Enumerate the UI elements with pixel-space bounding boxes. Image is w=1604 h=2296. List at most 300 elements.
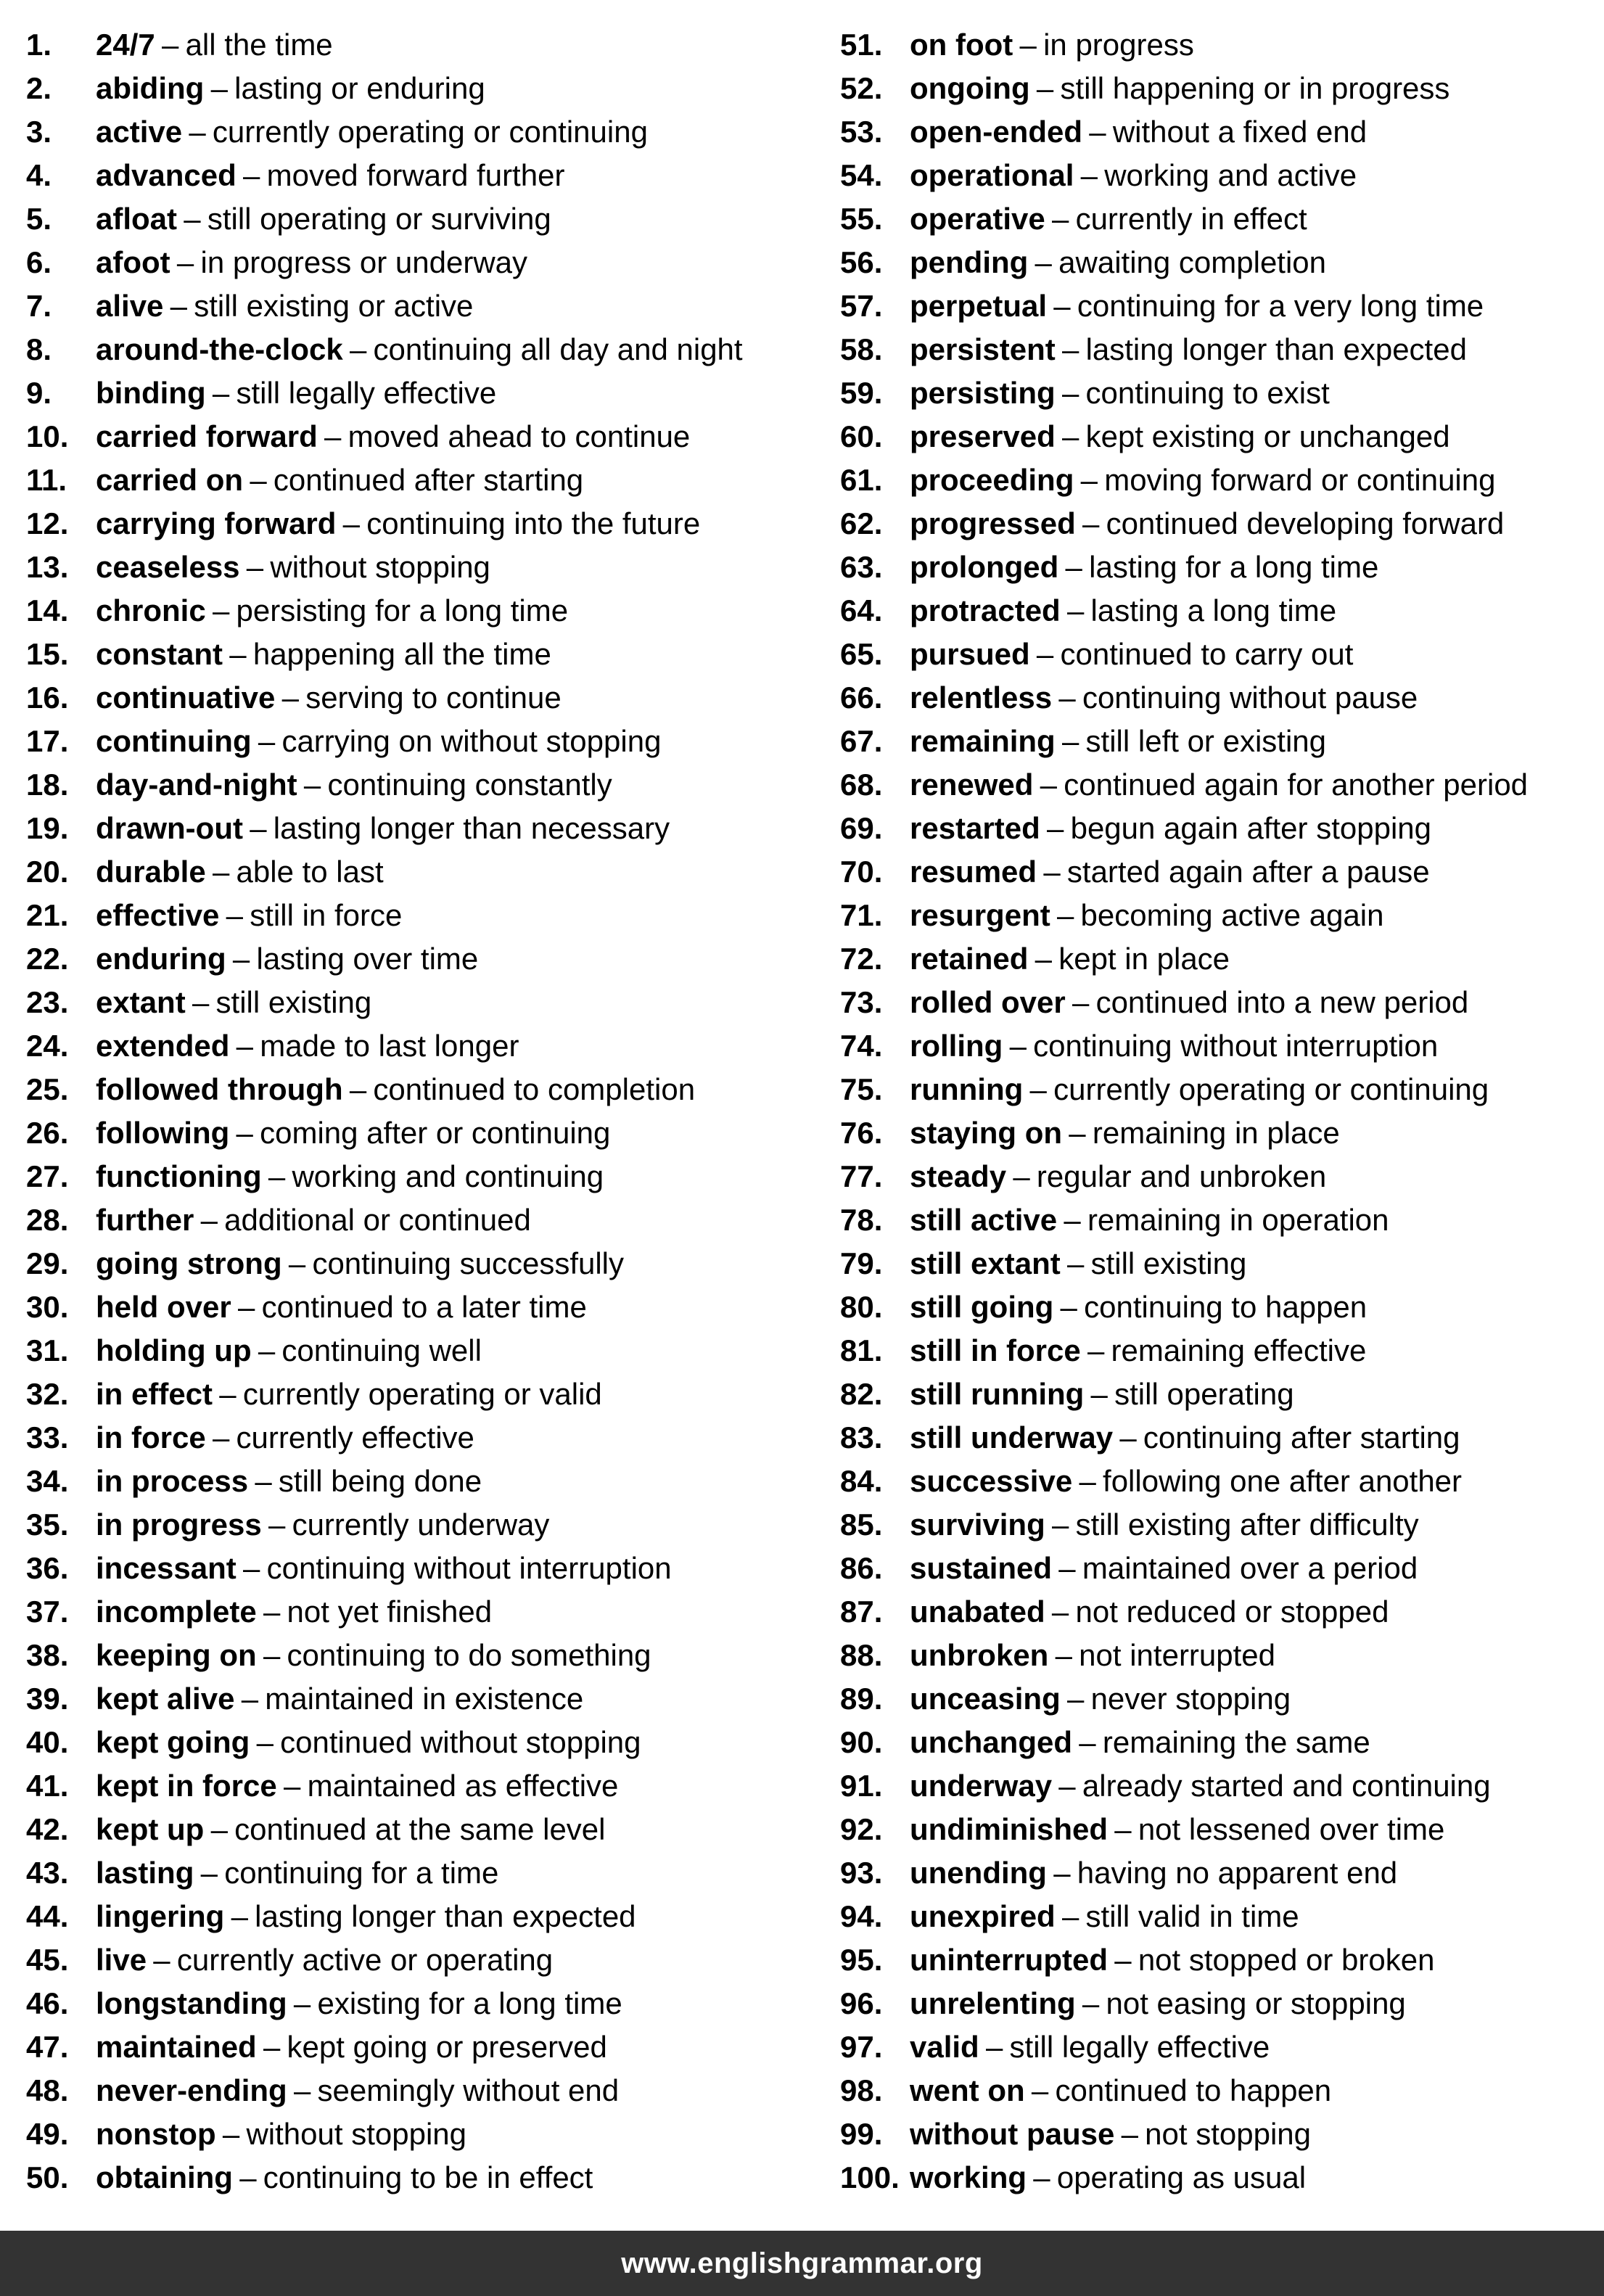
- item-word: still going: [910, 1290, 1054, 1324]
- item-number: 87.: [840, 1595, 883, 1629]
- item-word: around-the-clock: [96, 332, 343, 366]
- item-word: perpetual: [910, 289, 1048, 323]
- item-text: [96, 1329, 482, 1373]
- dash-separator: –: [263, 1638, 281, 1672]
- item-text: [96, 894, 402, 937]
- item-number: 36.: [26, 1551, 69, 1585]
- item-text: [96, 1242, 624, 1285]
- list-item: [26, 197, 824, 241]
- item-number: 94.: [840, 1899, 883, 1933]
- item-word: maintained: [96, 2030, 257, 2064]
- item-word: lingering: [96, 1899, 225, 1933]
- item-definition: still operating: [1114, 1377, 1294, 1411]
- item-number: 55.: [840, 202, 883, 236]
- list-item: [840, 1329, 1602, 1373]
- item-number: 62.: [840, 506, 883, 540]
- item-definition: carrying on without stopping: [281, 724, 662, 758]
- item-word: keeping on: [96, 1638, 257, 1672]
- item-word: working: [910, 2160, 1027, 2194]
- list-item: [26, 458, 824, 502]
- list-item: [840, 1982, 1602, 2025]
- item-definition: still left or existing: [1085, 724, 1326, 758]
- item-text: [96, 110, 648, 154]
- item-definition: still legally effective: [1009, 2030, 1270, 2064]
- dash-separator: –: [176, 245, 194, 279]
- item-text: [910, 1938, 1434, 1982]
- item-text: [910, 720, 1326, 763]
- item-number: 61.: [840, 463, 883, 497]
- item-number: 51.: [840, 28, 883, 62]
- item-word: abiding: [96, 71, 205, 105]
- dash-separator: –: [222, 2117, 240, 2151]
- item-number: 24.: [26, 1029, 69, 1063]
- item-number: 12.: [26, 506, 69, 540]
- item-definition: continued again for another period: [1064, 768, 1529, 802]
- item-definition: continued to a later time: [261, 1290, 587, 1324]
- dash-separator: –: [1082, 506, 1100, 540]
- dash-separator: –: [246, 550, 264, 584]
- list-item: [840, 154, 1602, 197]
- item-text: [96, 2025, 607, 2069]
- item-number: 17.: [26, 724, 69, 758]
- item-definition: moved ahead to continue: [347, 419, 691, 453]
- item-word: holding up: [96, 1333, 252, 1367]
- item-number: 23.: [26, 985, 69, 1019]
- item-definition: lasting a long time: [1090, 593, 1337, 628]
- item-word: unexpired: [910, 1899, 1056, 1933]
- item-text: [96, 23, 333, 67]
- dash-separator: –: [985, 2030, 1003, 2064]
- dash-separator: –: [1055, 1638, 1072, 1672]
- item-number: 52.: [840, 71, 883, 105]
- dash-separator: –: [153, 1943, 170, 1977]
- item-number: 68.: [840, 768, 883, 802]
- item-text: [910, 1155, 1326, 1198]
- list-item: [26, 1721, 824, 1764]
- item-definition: additional or continued: [224, 1203, 531, 1237]
- dash-separator: –: [1036, 637, 1054, 671]
- list-item: [840, 2156, 1602, 2200]
- item-number: 54.: [840, 158, 883, 192]
- item-word: still in force: [910, 1333, 1081, 1367]
- item-definition: moving forward or continuing: [1104, 463, 1496, 497]
- item-text: [96, 1677, 583, 1721]
- item-text: [96, 1460, 482, 1503]
- item-number: 2.: [26, 71, 52, 105]
- list-item: [26, 1242, 824, 1285]
- dash-separator: –: [1040, 768, 1057, 802]
- dash-separator: –: [192, 985, 210, 1019]
- item-number: 3.: [26, 115, 52, 149]
- list-item: [840, 1024, 1602, 1068]
- item-number: 66.: [840, 680, 883, 715]
- item-number: 47.: [26, 2030, 69, 2064]
- list-item: [840, 1938, 1602, 1982]
- item-number: 33.: [26, 1420, 69, 1454]
- list-item: [840, 284, 1602, 328]
- item-word: incomplete: [96, 1595, 257, 1629]
- item-text: [96, 676, 562, 720]
- item-word: ongoing: [910, 71, 1030, 105]
- list-item: [26, 1329, 824, 1373]
- item-text: [910, 110, 1367, 154]
- item-definition: continuing successfully: [312, 1246, 625, 1280]
- item-definition: continuing to happen: [1084, 1290, 1367, 1324]
- dash-separator: –: [250, 463, 267, 497]
- item-word: pending: [910, 245, 1029, 279]
- item-number: 20.: [26, 855, 69, 889]
- item-text: [910, 1242, 1246, 1285]
- item-text: [96, 154, 564, 197]
- item-definition: maintained in existence: [265, 1682, 584, 1716]
- item-word: going strong: [96, 1246, 282, 1280]
- item-word: live: [96, 1943, 147, 1977]
- item-word: retained: [910, 942, 1029, 976]
- dash-separator: –: [1053, 289, 1071, 323]
- dash-separator: –: [283, 1769, 301, 1803]
- item-definition: continued developing forward: [1106, 506, 1505, 540]
- list-item: [26, 1634, 824, 1677]
- item-definition: continuing for a time: [224, 1856, 499, 1890]
- item-definition: not interrupted: [1079, 1638, 1276, 1672]
- list-item: [840, 1895, 1602, 1938]
- item-text: [910, 937, 1230, 981]
- item-definition: continuing all day and night: [373, 332, 743, 366]
- item-number: 76.: [840, 1116, 883, 1150]
- dash-separator: –: [1090, 1377, 1108, 1411]
- item-word: resurgent: [910, 898, 1050, 932]
- item-number: 21.: [26, 898, 69, 932]
- dash-separator: –: [303, 768, 321, 802]
- item-number: 78.: [840, 1203, 883, 1237]
- item-word: operational: [910, 158, 1074, 192]
- item-word: valid: [910, 2030, 979, 2064]
- item-number: 27.: [26, 1159, 69, 1193]
- item-definition: continued after starting: [273, 463, 584, 497]
- item-number: 80.: [840, 1290, 883, 1324]
- item-definition: lasting longer than necessary: [273, 811, 670, 845]
- item-definition: having no apparent end: [1077, 1856, 1398, 1890]
- item-definition: all the time: [185, 28, 333, 62]
- list-item: [26, 502, 824, 546]
- item-word: underway: [910, 1769, 1053, 1803]
- dash-separator: –: [342, 506, 361, 540]
- item-definition: remaining in operation: [1087, 1203, 1389, 1237]
- item-word: unending: [910, 1856, 1047, 1890]
- word-list-right-column: [840, 23, 1602, 2200]
- item-word: obtaining: [96, 2160, 233, 2194]
- item-text: [96, 1024, 519, 1068]
- item-text: [910, 1416, 1460, 1460]
- item-word: persisting: [910, 376, 1056, 410]
- dash-separator: –: [189, 115, 206, 149]
- item-number: 84.: [840, 1464, 883, 1498]
- list-item: [26, 1111, 824, 1155]
- item-text: [96, 371, 496, 415]
- item-word: went on: [910, 2073, 1025, 2107]
- item-definition: lasting or enduring: [234, 71, 485, 105]
- dash-separator: –: [349, 332, 367, 366]
- item-definition: continued to carry out: [1060, 637, 1354, 671]
- item-definition: still operating or surviving: [207, 202, 551, 236]
- item-definition: following one after another: [1103, 1464, 1463, 1498]
- dash-separator: –: [1036, 71, 1054, 105]
- item-word: carried on: [96, 463, 244, 497]
- item-number: 31.: [26, 1333, 69, 1367]
- item-word: enduring: [96, 942, 226, 976]
- dash-separator: –: [236, 1029, 253, 1063]
- item-number: 53.: [840, 115, 883, 149]
- item-definition: currently in effect: [1075, 202, 1307, 236]
- item-word: in process: [96, 1464, 249, 1498]
- item-definition: not stopped or broken: [1138, 1943, 1435, 1977]
- dash-separator: –: [1013, 1159, 1030, 1193]
- item-number: 73.: [840, 985, 883, 1019]
- item-text: [96, 67, 485, 110]
- list-item: [26, 850, 824, 894]
- item-number: 67.: [840, 724, 883, 758]
- list-item: [840, 23, 1602, 67]
- dash-separator: –: [293, 1986, 311, 2020]
- item-number: 25.: [26, 1072, 69, 1106]
- item-number: 59.: [840, 376, 883, 410]
- list-item: [840, 1590, 1602, 1634]
- item-definition: continued at the same level: [234, 1812, 606, 1846]
- item-definition: moved forward further: [266, 158, 565, 192]
- item-word: restarted: [910, 811, 1040, 845]
- list-item: [26, 633, 824, 676]
- list-item: [840, 2069, 1602, 2112]
- item-text: [910, 2025, 1270, 2069]
- dash-separator: –: [210, 1812, 228, 1846]
- item-number: 57.: [840, 289, 883, 323]
- item-definition: continuing without interruption: [1033, 1029, 1439, 1063]
- item-text: [96, 2112, 466, 2156]
- list-item: [840, 371, 1602, 415]
- item-text: [910, 1590, 1389, 1634]
- item-definition: continuing well: [281, 1333, 482, 1367]
- item-word: progressed: [910, 506, 1076, 540]
- item-word: extended: [96, 1029, 230, 1063]
- item-definition: in progress or underway: [200, 245, 528, 279]
- list-item: [26, 1677, 824, 1721]
- item-definition: happening all the time: [252, 637, 551, 671]
- item-text: [910, 67, 1449, 110]
- dash-separator: –: [243, 1551, 260, 1585]
- list-item: [840, 241, 1602, 284]
- list-item: [26, 763, 824, 807]
- item-definition: already started and continuing: [1082, 1769, 1491, 1803]
- item-definition: becoming active again: [1080, 898, 1384, 932]
- item-word: surviving: [910, 1507, 1045, 1542]
- dash-separator: –: [237, 1290, 255, 1324]
- item-word: continuative: [96, 680, 276, 715]
- item-text: [96, 241, 527, 284]
- item-definition: still happening or in progress: [1060, 71, 1450, 105]
- dash-separator: –: [239, 2160, 257, 2194]
- item-word: prolonged: [910, 550, 1059, 584]
- item-word: further: [96, 1203, 194, 1237]
- list-item: [26, 371, 824, 415]
- list-item: [26, 1373, 824, 1416]
- list-item: [26, 154, 824, 197]
- item-number: 42.: [26, 1812, 69, 1846]
- list-item: [840, 1634, 1602, 1677]
- item-number: 5.: [26, 202, 52, 236]
- item-number: 26.: [26, 1116, 69, 1150]
- item-definition: still existing: [215, 985, 372, 1019]
- dash-separator: –: [170, 289, 188, 323]
- item-definition: begun again after stopping: [1070, 811, 1431, 845]
- item-text: [910, 546, 1378, 589]
- list-item: [840, 458, 1602, 502]
- item-word: never-ending: [96, 2073, 287, 2107]
- website-link[interactable]: www.englishgrammar.org: [621, 2247, 983, 2279]
- item-text: [96, 1938, 553, 1982]
- list-item: [26, 1808, 824, 1851]
- dash-separator: –: [1080, 463, 1098, 497]
- dash-separator: –: [1019, 28, 1037, 62]
- item-number: 50.: [26, 2160, 69, 2194]
- list-item: [26, 415, 824, 458]
- dash-separator: –: [1079, 1725, 1096, 1759]
- item-number: 79.: [840, 1246, 883, 1280]
- item-definition: persisting for a long time: [236, 593, 569, 628]
- item-number: 95.: [840, 1943, 883, 1977]
- item-number: 4.: [26, 158, 52, 192]
- dash-separator: –: [1056, 898, 1074, 932]
- item-number: 11.: [26, 463, 67, 497]
- item-definition: remaining the same: [1102, 1725, 1370, 1759]
- dash-separator: –: [212, 1420, 230, 1454]
- list-item: [26, 1460, 824, 1503]
- item-word: protracted: [910, 593, 1061, 628]
- list-item: [840, 1808, 1602, 1851]
- dash-separator: –: [1089, 115, 1106, 149]
- item-definition: continuing into the future: [366, 506, 701, 540]
- item-word: on foot: [910, 28, 1013, 62]
- item-definition: seemingly without end: [317, 2073, 620, 2107]
- dash-separator: –: [161, 28, 179, 62]
- item-text: [910, 1851, 1397, 1895]
- item-definition: kept in place: [1058, 942, 1230, 976]
- item-definition: still legally effective: [236, 376, 497, 410]
- list-item: [840, 676, 1602, 720]
- item-word: chronic: [96, 593, 206, 628]
- item-text: [910, 1808, 1444, 1851]
- list-item: [840, 720, 1602, 763]
- list-item: [26, 720, 824, 763]
- item-word: proceeding: [910, 463, 1074, 497]
- item-word: longstanding: [96, 1986, 287, 2020]
- dash-separator: –: [1051, 1595, 1069, 1629]
- item-definition: not easing or stopping: [1106, 1986, 1406, 2020]
- item-definition: maintained as effective: [307, 1769, 619, 1803]
- item-definition: currently operating or continuing: [212, 115, 648, 149]
- item-number: 98.: [840, 2073, 883, 2107]
- item-text: [910, 589, 1336, 633]
- list-item: [26, 1416, 824, 1460]
- item-number: 15.: [26, 637, 69, 671]
- list-item: [26, 1982, 824, 2025]
- item-text: [96, 763, 612, 807]
- dash-separator: –: [226, 898, 244, 932]
- dash-separator: –: [1035, 245, 1052, 279]
- item-text: [910, 154, 1357, 197]
- item-number: 43.: [26, 1856, 69, 1890]
- item-definition: still existing after difficulty: [1075, 1507, 1419, 1542]
- item-text: [96, 1503, 549, 1547]
- footer-bar: [0, 2231, 1604, 2296]
- item-definition: without stopping: [246, 2117, 466, 2151]
- dash-separator: –: [1033, 2160, 1050, 2194]
- dash-separator: –: [229, 637, 247, 671]
- list-item: [26, 110, 824, 154]
- dash-separator: –: [1114, 1943, 1132, 1977]
- dash-separator: –: [1061, 1899, 1079, 1933]
- item-word: lasting: [96, 1856, 194, 1890]
- item-word: pursued: [910, 637, 1030, 671]
- item-word: undiminished: [910, 1812, 1108, 1846]
- list-item: [840, 1373, 1602, 1416]
- item-word: held over: [96, 1290, 231, 1324]
- item-number: 37.: [26, 1595, 69, 1629]
- list-item: [840, 1242, 1602, 1285]
- item-text: [910, 850, 1430, 894]
- item-definition: remaining in place: [1092, 1116, 1340, 1150]
- item-word: afloat: [96, 202, 178, 236]
- item-text: [910, 1068, 1489, 1111]
- item-text: [910, 807, 1431, 850]
- item-number: 14.: [26, 593, 69, 628]
- list-item: [26, 1547, 824, 1590]
- item-definition: kept going or preserved: [287, 2030, 607, 2064]
- dash-separator: –: [1079, 1464, 1096, 1498]
- item-word: in force: [96, 1420, 206, 1454]
- item-definition: continued without stopping: [280, 1725, 641, 1759]
- item-text: [96, 589, 568, 633]
- item-definition: continuing to do something: [287, 1638, 651, 1672]
- item-number: 38.: [26, 1638, 69, 1672]
- list-item: [26, 2069, 824, 2112]
- dash-separator: –: [1051, 202, 1069, 236]
- dash-separator: –: [1065, 550, 1082, 584]
- item-text: [96, 1851, 498, 1895]
- item-text: [910, 1024, 1438, 1068]
- dash-separator: –: [288, 1246, 306, 1280]
- item-text: [910, 328, 1467, 371]
- dash-separator: –: [1035, 942, 1052, 976]
- list-item: [840, 1111, 1602, 1155]
- list-item: [26, 546, 824, 589]
- item-definition: continuing after starting: [1143, 1420, 1460, 1454]
- list-item: [26, 1285, 824, 1329]
- item-word: carried forward: [96, 419, 318, 453]
- item-text: [96, 633, 551, 676]
- dash-separator: –: [349, 1072, 367, 1106]
- item-text: [910, 502, 1504, 546]
- item-word: relentless: [910, 680, 1053, 715]
- dash-separator: –: [1058, 1551, 1076, 1585]
- item-definition: never stopping: [1090, 1682, 1291, 1716]
- item-text: [910, 1503, 1419, 1547]
- dash-separator: –: [1058, 1769, 1076, 1803]
- item-text: [96, 1373, 602, 1416]
- item-text: [910, 23, 1194, 67]
- item-word: unabated: [910, 1595, 1045, 1629]
- list-item: [840, 589, 1602, 633]
- item-definition: continuing to exist: [1085, 376, 1330, 410]
